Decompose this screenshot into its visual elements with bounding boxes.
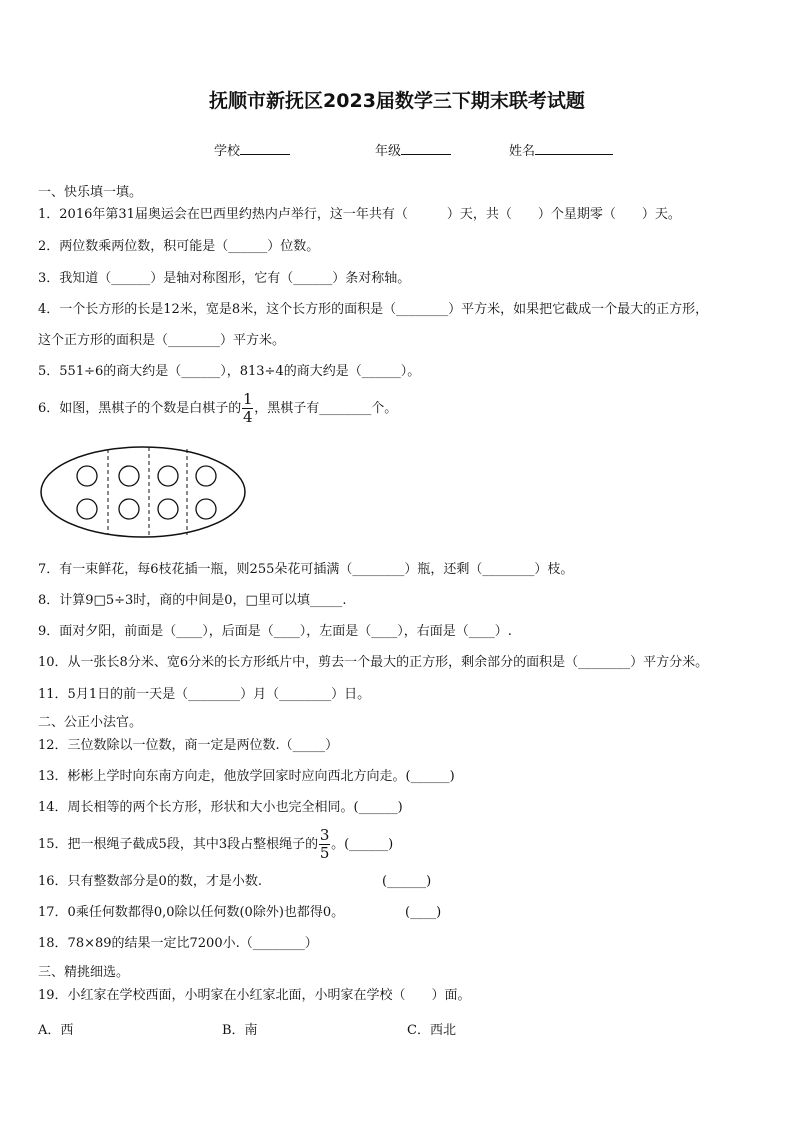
- question-17: 17．0乘任何数都得0,0除以任何数(0除外)也都得0。: [38, 905, 345, 920]
- option-b: B．南: [222, 1023, 258, 1038]
- chess-piece: [77, 466, 97, 486]
- question-5: 5．551÷6的商大约是（______），813÷4的商大约是（______）。: [38, 364, 421, 379]
- question-9: 9．面对夕阳，前面是（____），后面是（____），左面是（____），右面是（____）.: [38, 624, 512, 639]
- question-19: 19．小红家在学校西面，小明家在小红家北面，小明家在学校（ ）面。: [38, 988, 471, 1003]
- question-11: 11．5月1日的前一天是（________）月（________）日。: [38, 687, 371, 702]
- school-label: 学校: [214, 144, 241, 159]
- grade-field: [375, 140, 451, 159]
- question-15: [38, 827, 393, 863]
- fraction-numerator: 1: [243, 390, 253, 408]
- question-4-line-2: 这个正方形的面积是（________）平方米。: [38, 333, 286, 348]
- question-3: 3．我知道（______）是轴对称图形，它有（______）条对称轴。: [38, 271, 411, 286]
- question-14: 14．周长相等的两个长方形，形状和大小也完全相同。(______): [38, 800, 403, 815]
- question-15-text-end: 。(______): [331, 837, 394, 852]
- school-field: [214, 140, 290, 159]
- chess-piece: [119, 499, 139, 519]
- question-10: 10．从一张长8分米、宽6分米的长方形纸片中，剪去一个最大的正方形，剩余部分的面积是（________）平方分米。: [38, 655, 709, 670]
- grade-blank: [401, 142, 451, 155]
- question-2: 2．两位数乘两位数，积可能是（______）位数。: [38, 239, 320, 254]
- chess-piece: [196, 499, 216, 519]
- question-17-blank: (____): [405, 905, 442, 920]
- question-16: 16．只有整数部分是0的数，才是小数.: [38, 874, 262, 889]
- option-c: C．西北: [407, 1023, 456, 1038]
- question-13: 13．彬彬上学时向东南方向走，他放学回家时应向西北方向走。(______): [38, 769, 455, 784]
- question-7: 7．有一束鲜花，每6枝花插一瓶，则255朵花可插满（________）瓶，还剩（________）枝。: [38, 562, 574, 577]
- chess-piece: [77, 499, 97, 519]
- fraction-one-quarter: [242, 392, 253, 425]
- school-blank: [240, 142, 290, 155]
- name-label: 姓名: [509, 144, 536, 159]
- fraction-denominator: 4: [243, 408, 253, 426]
- page-title: 抚顺市新抚区2023届数学三下期末联考试题: [209, 90, 585, 112]
- section-2-heading: 二、公正小法官。: [38, 715, 143, 730]
- fraction-three-fifths: [319, 828, 330, 861]
- question-18: 18．78×89的结果一定比7200小.（________）: [38, 936, 318, 951]
- chess-pieces-figure: [38, 441, 268, 541]
- option-a: A．西: [38, 1023, 74, 1038]
- name-field: [509, 140, 613, 159]
- question-8: 8．计算9□5÷3时，商的中间是0，□里可以填_____.: [38, 593, 347, 608]
- question-12: 12．三位数除以一位数，商一定是两位数.（_____）: [38, 738, 339, 753]
- question-6: [38, 390, 397, 428]
- question-6-text-end: ，黑棋子有________个。: [254, 401, 398, 416]
- oval-outline: [41, 447, 245, 537]
- question-15-text: 15．把一根绳子截成5段，其中3段占整根绳子的: [38, 837, 319, 852]
- question-4-line-1: 4．一个长方形的长是12米，宽是8米，这个长方形的面积是（________）平方米，如果把它截成一个最大的正方形，: [38, 302, 709, 317]
- chess-piece: [196, 466, 216, 486]
- chess-piece: [158, 466, 178, 486]
- name-blank: [535, 142, 613, 155]
- section-3-heading: 三、精挑细选。: [38, 965, 130, 980]
- chess-piece: [119, 466, 139, 486]
- question-16-blank: (______): [382, 874, 432, 889]
- fraction-numerator: 3: [319, 826, 330, 844]
- grade-label: 年级: [375, 144, 402, 159]
- fraction-denominator: 5: [319, 844, 330, 862]
- question-1: 1．2016年第31届奥运会在巴西里约热内卢举行，这一年共有（ ）天，共（ ）个星期零（ ）天。: [38, 207, 681, 222]
- chess-piece: [158, 499, 178, 519]
- question-6-text: 6．如图，黑棋子的个数是白棋子的: [38, 401, 242, 416]
- section-1-heading: 一、快乐填一填。: [38, 185, 143, 200]
